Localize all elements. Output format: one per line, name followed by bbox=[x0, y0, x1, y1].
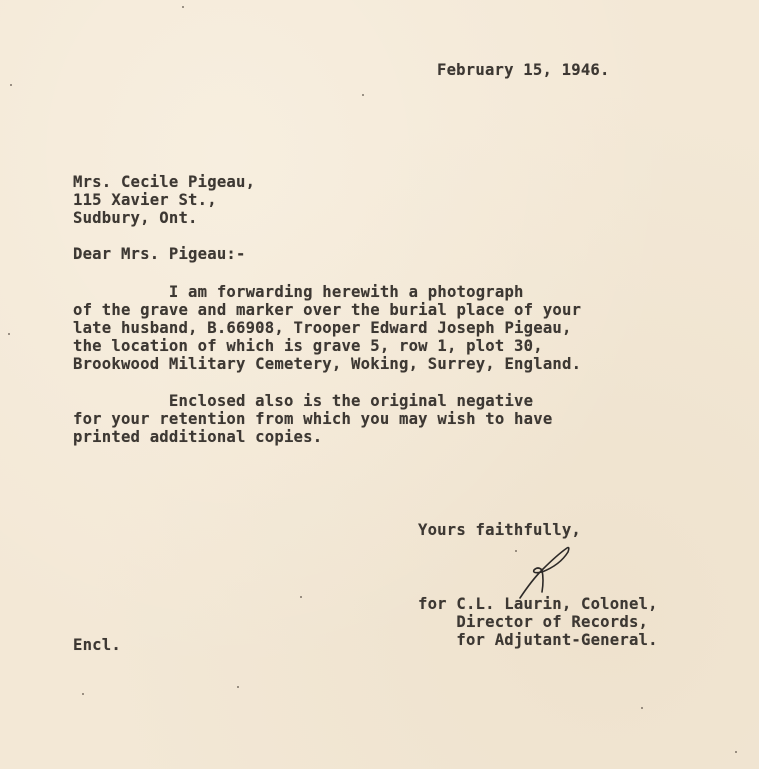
paragraph1-line: I am forwarding herewith a photograph bbox=[73, 283, 524, 301]
closing: Yours faithfully, bbox=[418, 521, 581, 539]
enclosure-note: Encl. bbox=[73, 636, 121, 654]
paper-speck bbox=[237, 686, 239, 688]
paragraph2-line: for your retention from which you may wish to have bbox=[73, 410, 553, 428]
signature-line: for Adjutant-General. bbox=[418, 631, 658, 649]
paragraph1-line: late husband, B.66908, Trooper Edward Joseph Pigeau, bbox=[73, 319, 572, 337]
signature-line: for C.L. Laurin, Colonel, bbox=[418, 595, 658, 613]
paper-speck bbox=[300, 596, 302, 598]
paper-speck bbox=[82, 693, 84, 695]
recipient-city: Sudbury, Ont. bbox=[73, 209, 198, 227]
paper-speck bbox=[182, 6, 184, 8]
recipient-street: 115 Xavier St., bbox=[73, 191, 217, 209]
paper-speck bbox=[8, 333, 10, 335]
paragraph1-line: Brookwood Military Cemetery, Woking, Surrey, England. bbox=[73, 355, 582, 373]
paper-speck bbox=[362, 94, 364, 96]
paragraph1-line: of the grave and marker over the burial place of your bbox=[73, 301, 582, 319]
letter-date: February 15, 1946. bbox=[437, 61, 610, 79]
paper-speck bbox=[641, 707, 643, 709]
paragraph2-line: Enclosed also is the original negative bbox=[73, 392, 534, 410]
paper-speck bbox=[10, 84, 12, 86]
signature-line: Director of Records, bbox=[418, 613, 649, 631]
paper-speck bbox=[735, 751, 737, 753]
salutation: Dear Mrs. Pigeau:- bbox=[73, 245, 246, 263]
recipient-name: Mrs. Cecile Pigeau, bbox=[73, 173, 256, 191]
paragraph1-line: the location of which is grave 5, row 1, plot 30, bbox=[73, 337, 543, 355]
paragraph2-line: printed additional copies. bbox=[73, 428, 323, 446]
